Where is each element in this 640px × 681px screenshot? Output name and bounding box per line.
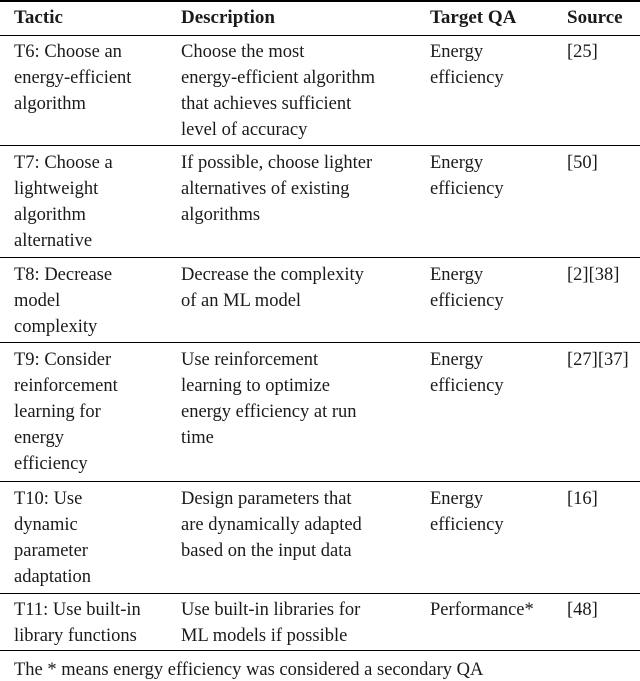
header-description: Description [181, 7, 275, 28]
row-rule [0, 257, 640, 258]
row-source: [50] [567, 153, 598, 173]
row-description: Use built-in libraries for ML models if possible [181, 600, 361, 646]
row-tactic: T8: Decrease model complexity [14, 265, 113, 337]
row-description: Decrease the complexity of an ML model [181, 265, 364, 311]
row-target-qa: Energy efficiency [430, 153, 504, 199]
row-source: [25] [567, 42, 598, 62]
row-description: If possible, choose lighter alternatives of existing algorithms [181, 153, 373, 225]
row-tactic: T10: Use dynamic parameter adaptation [14, 489, 92, 587]
row-tactic: T7: Choose a lightweight algorithm alternative [14, 153, 113, 251]
row-description: Use reinforcement learning to optimize energy efficiency at run time [181, 350, 357, 448]
row-rule [0, 145, 640, 146]
row-source: [27][37] [567, 350, 629, 370]
row-target-qa: Energy efficiency [430, 265, 504, 311]
header-rule [0, 35, 640, 36]
header-target-qa: Target QA [430, 7, 517, 28]
row-target-qa: Performance* [430, 600, 534, 620]
top-rule [0, 0, 640, 2]
row-target-qa: Energy efficiency [430, 489, 504, 535]
header-tactic: Tactic [14, 7, 63, 28]
row-rule [0, 481, 640, 482]
row-rule [0, 593, 640, 594]
row-tactic: T6: Choose an energy-efficient algorithm [14, 42, 132, 114]
row-tactic: T11: Use built-in library functions [14, 600, 141, 646]
row-source: [16] [567, 489, 598, 509]
footer-rule [0, 650, 640, 651]
row-tactic: T9: Consider reinforcement learning for energy efficiency [14, 350, 118, 474]
row-source: [2][38] [567, 265, 620, 285]
table-footnote: The * means energy efficiency was considered a secondary QA [14, 660, 484, 680]
row-description: Choose the most energy-efficient algorithm that achieves sufficient level of accuracy [181, 42, 376, 140]
row-target-qa: Energy efficiency [430, 350, 504, 396]
header-source: Source [567, 7, 623, 28]
row-target-qa: Energy efficiency [430, 42, 504, 88]
row-source: [48] [567, 600, 598, 620]
row-rule [0, 342, 640, 343]
row-description: Design parameters that are dynamically adapted based on the input data [181, 489, 362, 561]
